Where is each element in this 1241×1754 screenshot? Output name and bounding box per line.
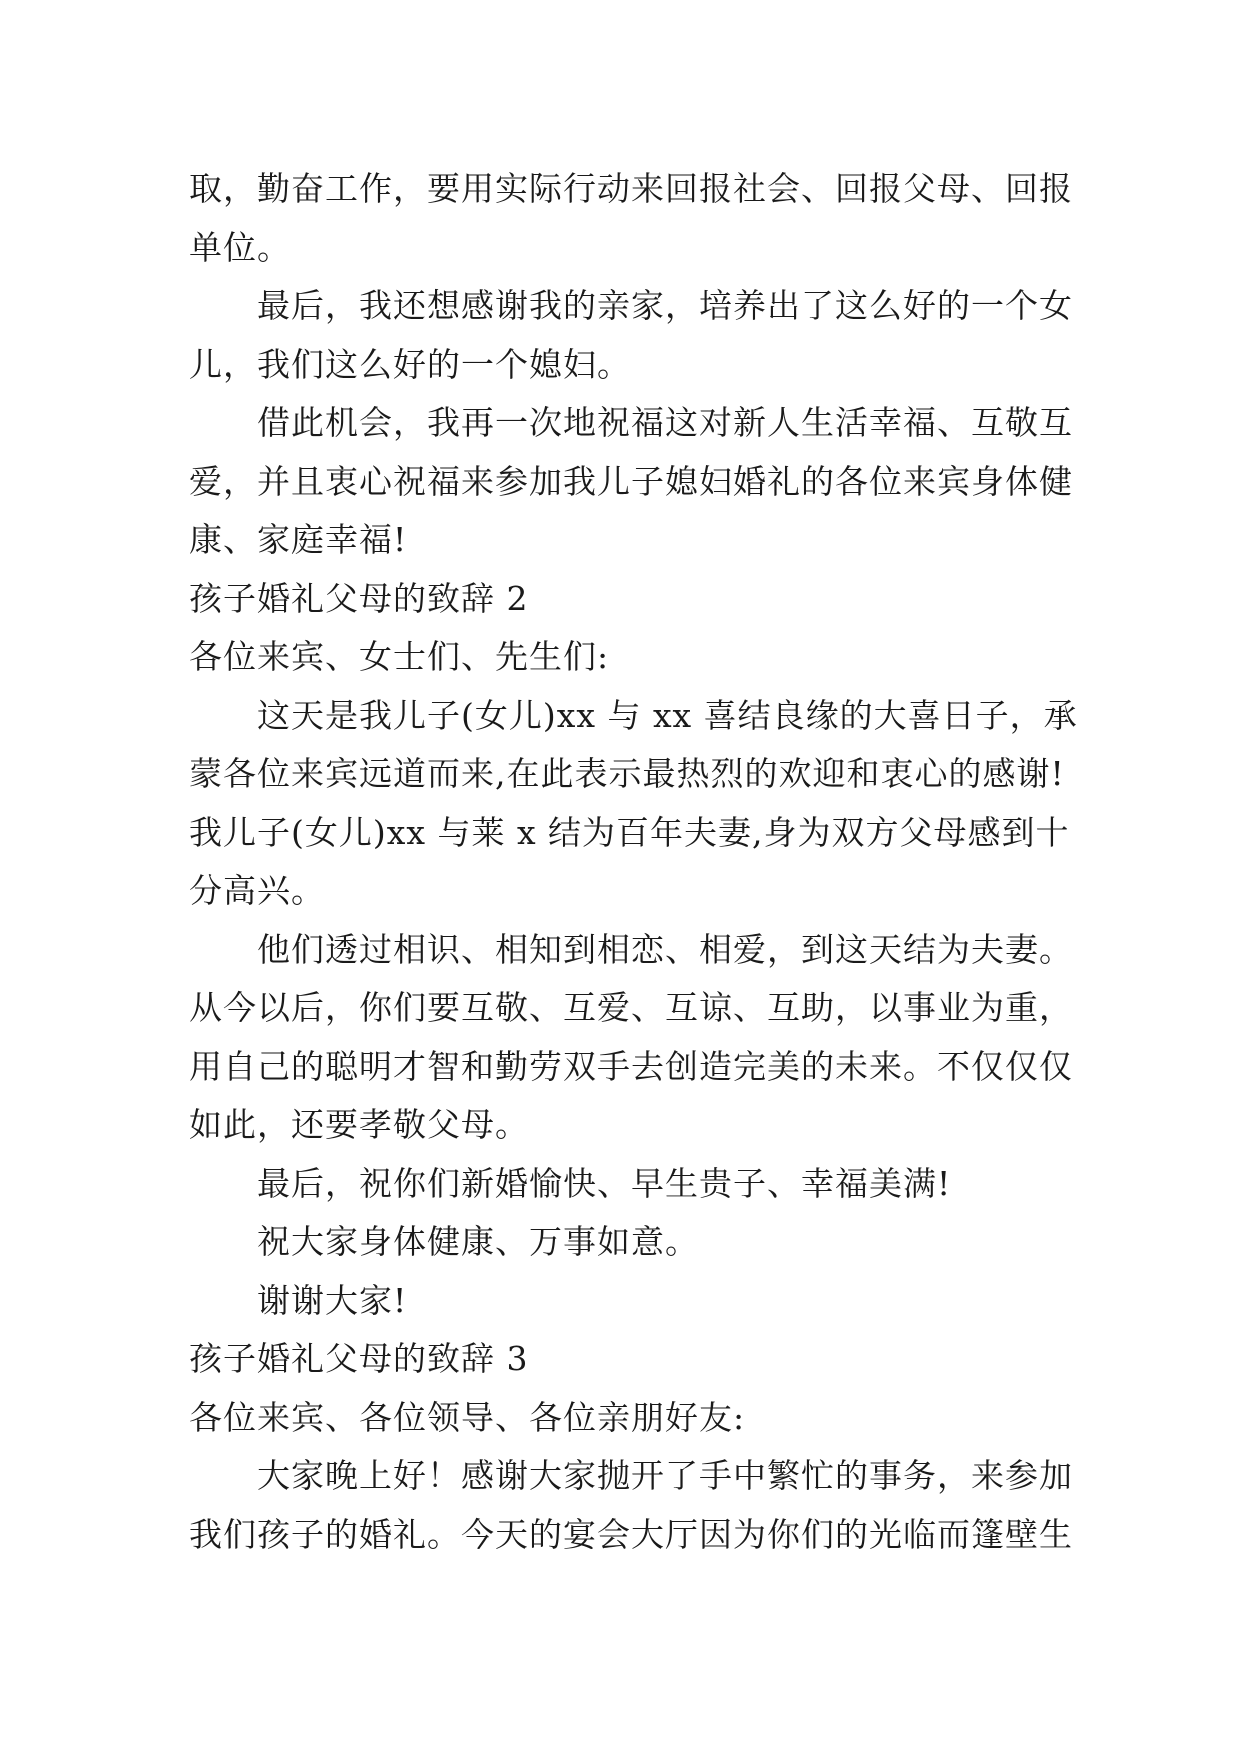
paragraph-start-line: 最后，祝你们新婚愉快、早生贵子、幸福美满! bbox=[257, 1163, 952, 1203]
paragraph-start-line: 谢谢大家! bbox=[257, 1280, 408, 1320]
paragraph-start-line: 最后，我还想感谢我的亲家，培养出了这么好的一个女 bbox=[257, 286, 1073, 325]
body-text-line: 分高兴。 bbox=[189, 871, 325, 910]
body-text-line: 我们孩子的婚礼。今天的宴会大厅因为你们的光临而篷壁生 bbox=[189, 1514, 1073, 1554]
paragraph-start-line: 这天是我儿子(女儿)xx 与 xx 喜结良缘的大喜日子，承 bbox=[257, 695, 1078, 735]
paragraph-start-line: 大家晚上好！感谢大家抛开了手中繁忙的事务，来参加 bbox=[257, 1456, 1073, 1495]
body-text-line: 从今以后，你们要互敬、互爱、互谅、互助，以事业为重， bbox=[189, 988, 1073, 1027]
body-text-line: 爱，并且衷心祝福来参加我儿子媳妇婚礼的各位来宾身体健 bbox=[189, 461, 1073, 501]
body-text-line: 儿，我们这么好的一个媳妇。 bbox=[189, 344, 631, 384]
section-heading: 孩子婚礼父母的致辞 3 bbox=[189, 1339, 529, 1378]
document-page bbox=[189, 160, 1078, 1564]
body-text-line: 蒙各位来宾远道而来,在此表示最热烈的欢迎和衷心的感谢! bbox=[189, 754, 1065, 793]
paragraph-start-line: 借此机会，我再一次地祝福这对新人生活幸福、互敬互 bbox=[257, 403, 1073, 442]
body-text-line: 取，勤奋工作，要用实际行动来回报社会、回报父母、回报 bbox=[189, 169, 1073, 208]
body-text-line: 如此，还要孝敬父母。 bbox=[189, 1105, 529, 1144]
body-text-line: 用自己的聪明才智和勤劳双手去创造完美的未来。不仅仅仅 bbox=[189, 1046, 1073, 1086]
body-text-line: 单位。 bbox=[189, 227, 291, 267]
section-heading: 孩子婚礼父母的致辞 2 bbox=[189, 578, 529, 618]
body-text-line: 康、家庭幸福! bbox=[189, 520, 408, 559]
body-text-line: 我儿子(女儿)xx 与莱 x 结为百年夫妻,身为双方父母感到十 bbox=[189, 812, 1070, 852]
salutation-line: 各位来宾、各位领导、各位亲朋好友: bbox=[189, 1397, 746, 1437]
paragraph-start-line: 他们透过相识、相知到相恋、相爱，到这天结为夫妻。 bbox=[257, 929, 1073, 969]
paragraph-start-line: 祝大家身体健康、万事如意。 bbox=[257, 1222, 699, 1261]
salutation-line: 各位来宾、女士们、先生们: bbox=[189, 637, 610, 676]
